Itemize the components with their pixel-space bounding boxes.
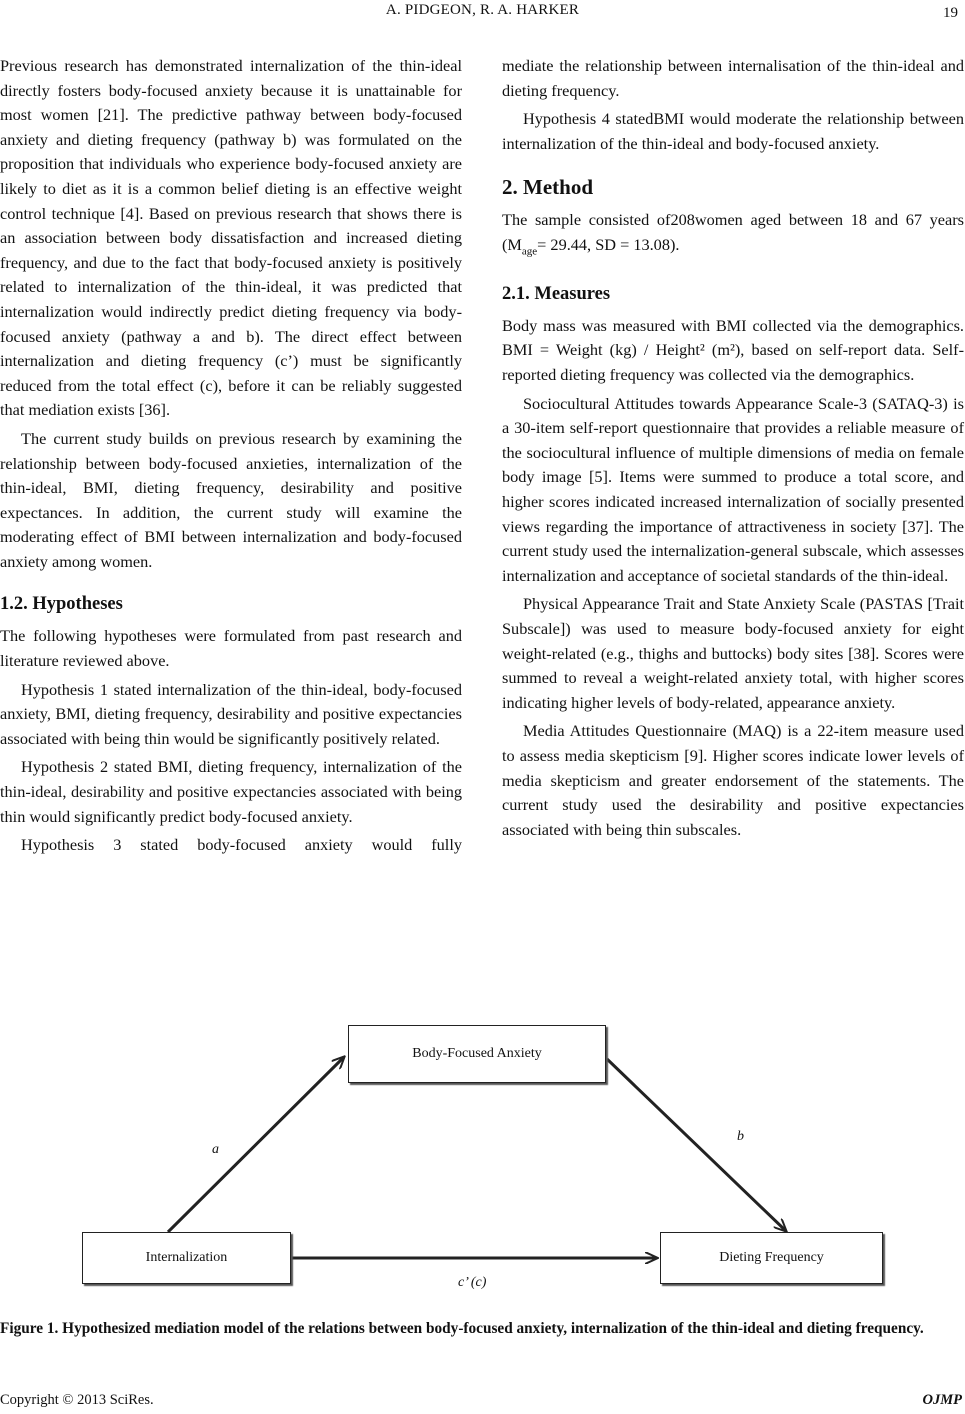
node-dieting-frequency: Dieting Frequency (660, 1232, 883, 1284)
path-label-c: c’ (c) (458, 1275, 487, 1290)
paragraph: Physical Appearance Trait and State Anxiety Scale (PASTAS [Trait Subscale]) was used to measure body-focused anxiety for eight weight-related (e.g., thighs and buttocks) body sites [38]. Scores were summed to reveal a weight-related anxiety total, with higher scores indicating higher levels of body-related, appearance anxiety. (502, 594, 964, 712)
path-label-b: b (737, 1129, 744, 1144)
paragraph: The current study builds on previous research by examining the relationship between body-focused anxieties, internalization of the thin-ideal, BMI, dieting frequency, desirability and positive expectances. In addition, the current study will examine the moderating effect of BMI between internalization and body-focused anxiety among women. (0, 428, 462, 571)
paragraph: The following hypotheses were formulated from past research and literature reviewed above. (0, 626, 462, 671)
age-subscript: age (521, 245, 538, 258)
copyright: Copyright © 2013 SciRes. (0, 1392, 154, 1408)
node-body-focused-anxiety: Body-Focused Anxiety (348, 1025, 606, 1083)
paragraph-sample (502, 208, 964, 263)
paragraph: Media Attitudes Questionnaire (MAQ) is a 22-item measure used to assess media skepticism [9]. Higher scores indicate lower levels of media skepticism and greater endorsement of the statements. The current study used the desirability and positive expectancies associated with being thin subscales. (502, 721, 964, 839)
page-header (0, 2, 965, 24)
right-column (502, 54, 964, 842)
paragraph: Hypothesis 3 stated body-focused anxiety would fully (21, 835, 462, 855)
figure-caption: Figure 1. Hypothesized mediation model of the relations between body-focused anxiety, internalization of the thin-ideal and dieting frequency. (0, 1320, 924, 1337)
page-number: 19 (943, 5, 958, 21)
paragraph: Hypothesis 4 statedBMI would moderate the relationship between internalization of the thin-ideal and body-focused anxiety. (502, 109, 964, 153)
node-internalization: Internalization (82, 1232, 291, 1284)
section-heading-hypotheses: 1.2. Hypotheses (0, 594, 123, 615)
paragraph: Previous research has demonstrated internalization of the thin-ideal directly fosters body-focused anxiety because it is unattainable for most women [21]. The predictive pathway between body-focused anxiety and dieting frequency (pathway b) was formulated on the proposition that individuals who experience body-focused anxiety are likely to diet as it is a common belief dieting is an effective weight control technique [4]. Based on previous research that shows there is an association between body dissatisfaction and increased dieting frequency, and due to the fact that body-focused anxiety is positively related to internalization of the thin-ideal, it was predicted that internalization would indirectly predict dieting frequency via body-focused anxiety (pathway a and b). The direct effect between internalization and dieting frequency (c’) must be significantly reduced from the total effect (c), before it can be reliably suggested that mediation exists [36]. (0, 56, 462, 420)
mediation-diagram (80, 1025, 885, 1300)
arrow-a (168, 1057, 344, 1232)
path-label-a: a (212, 1142, 219, 1157)
paragraph: mediate the relationship between internalisation of the thin-ideal and dieting frequency. (502, 56, 964, 100)
section-heading-measures: 2.1. Measures (502, 283, 611, 304)
paragraph: Hypothesis 1 stated internalization of the thin-ideal, body-focused anxiety, BMI, dieting frequency, desirability and positive expectancies associated with being thin would be significantly positively related. (0, 679, 462, 748)
paragraph: Body mass was measured with BMI collected via the demographics. BMI = Weight (kg) / Height² (m²), based on self-report data. Self-reported dieting frequency was collected via the demographics. (502, 315, 964, 384)
running-head: A. PIDGEON, R. A. HARKER (385, 2, 580, 18)
sample-text: The sample consisted of208women aged between 18 and 67 years (M (502, 210, 964, 254)
section-heading-method: 2. Method (502, 175, 593, 200)
paragraph: Sociocultural Attitudes towards Appearance Scale-3 (SATAQ-3) is a 30-item self-report questionnaire that provides a reliable measure of the sociocultural influence of multiple dimensions of media on female body image [5]. Items were summed to produce a total score, and higher scores indicated increased internalization of socially presented views regarding the importance of attractiveness in society [37]. The current study used the internalization-general subscale, which assesses internalization and acceptance of societal standards of the thin-ideal. (502, 393, 964, 585)
left-column (0, 54, 462, 858)
sample-stats: = 29.44, SD = 13.08). (537, 234, 680, 254)
arrow-b (607, 1059, 786, 1231)
journal-name: OJMP (922, 1392, 962, 1408)
paragraph: Hypothesis 2 stated BMI, dieting frequency, internalization of the thin-ideal, desirability and positive expectancies associated with being thin would significantly predict body-focused anxiety. (0, 757, 462, 826)
